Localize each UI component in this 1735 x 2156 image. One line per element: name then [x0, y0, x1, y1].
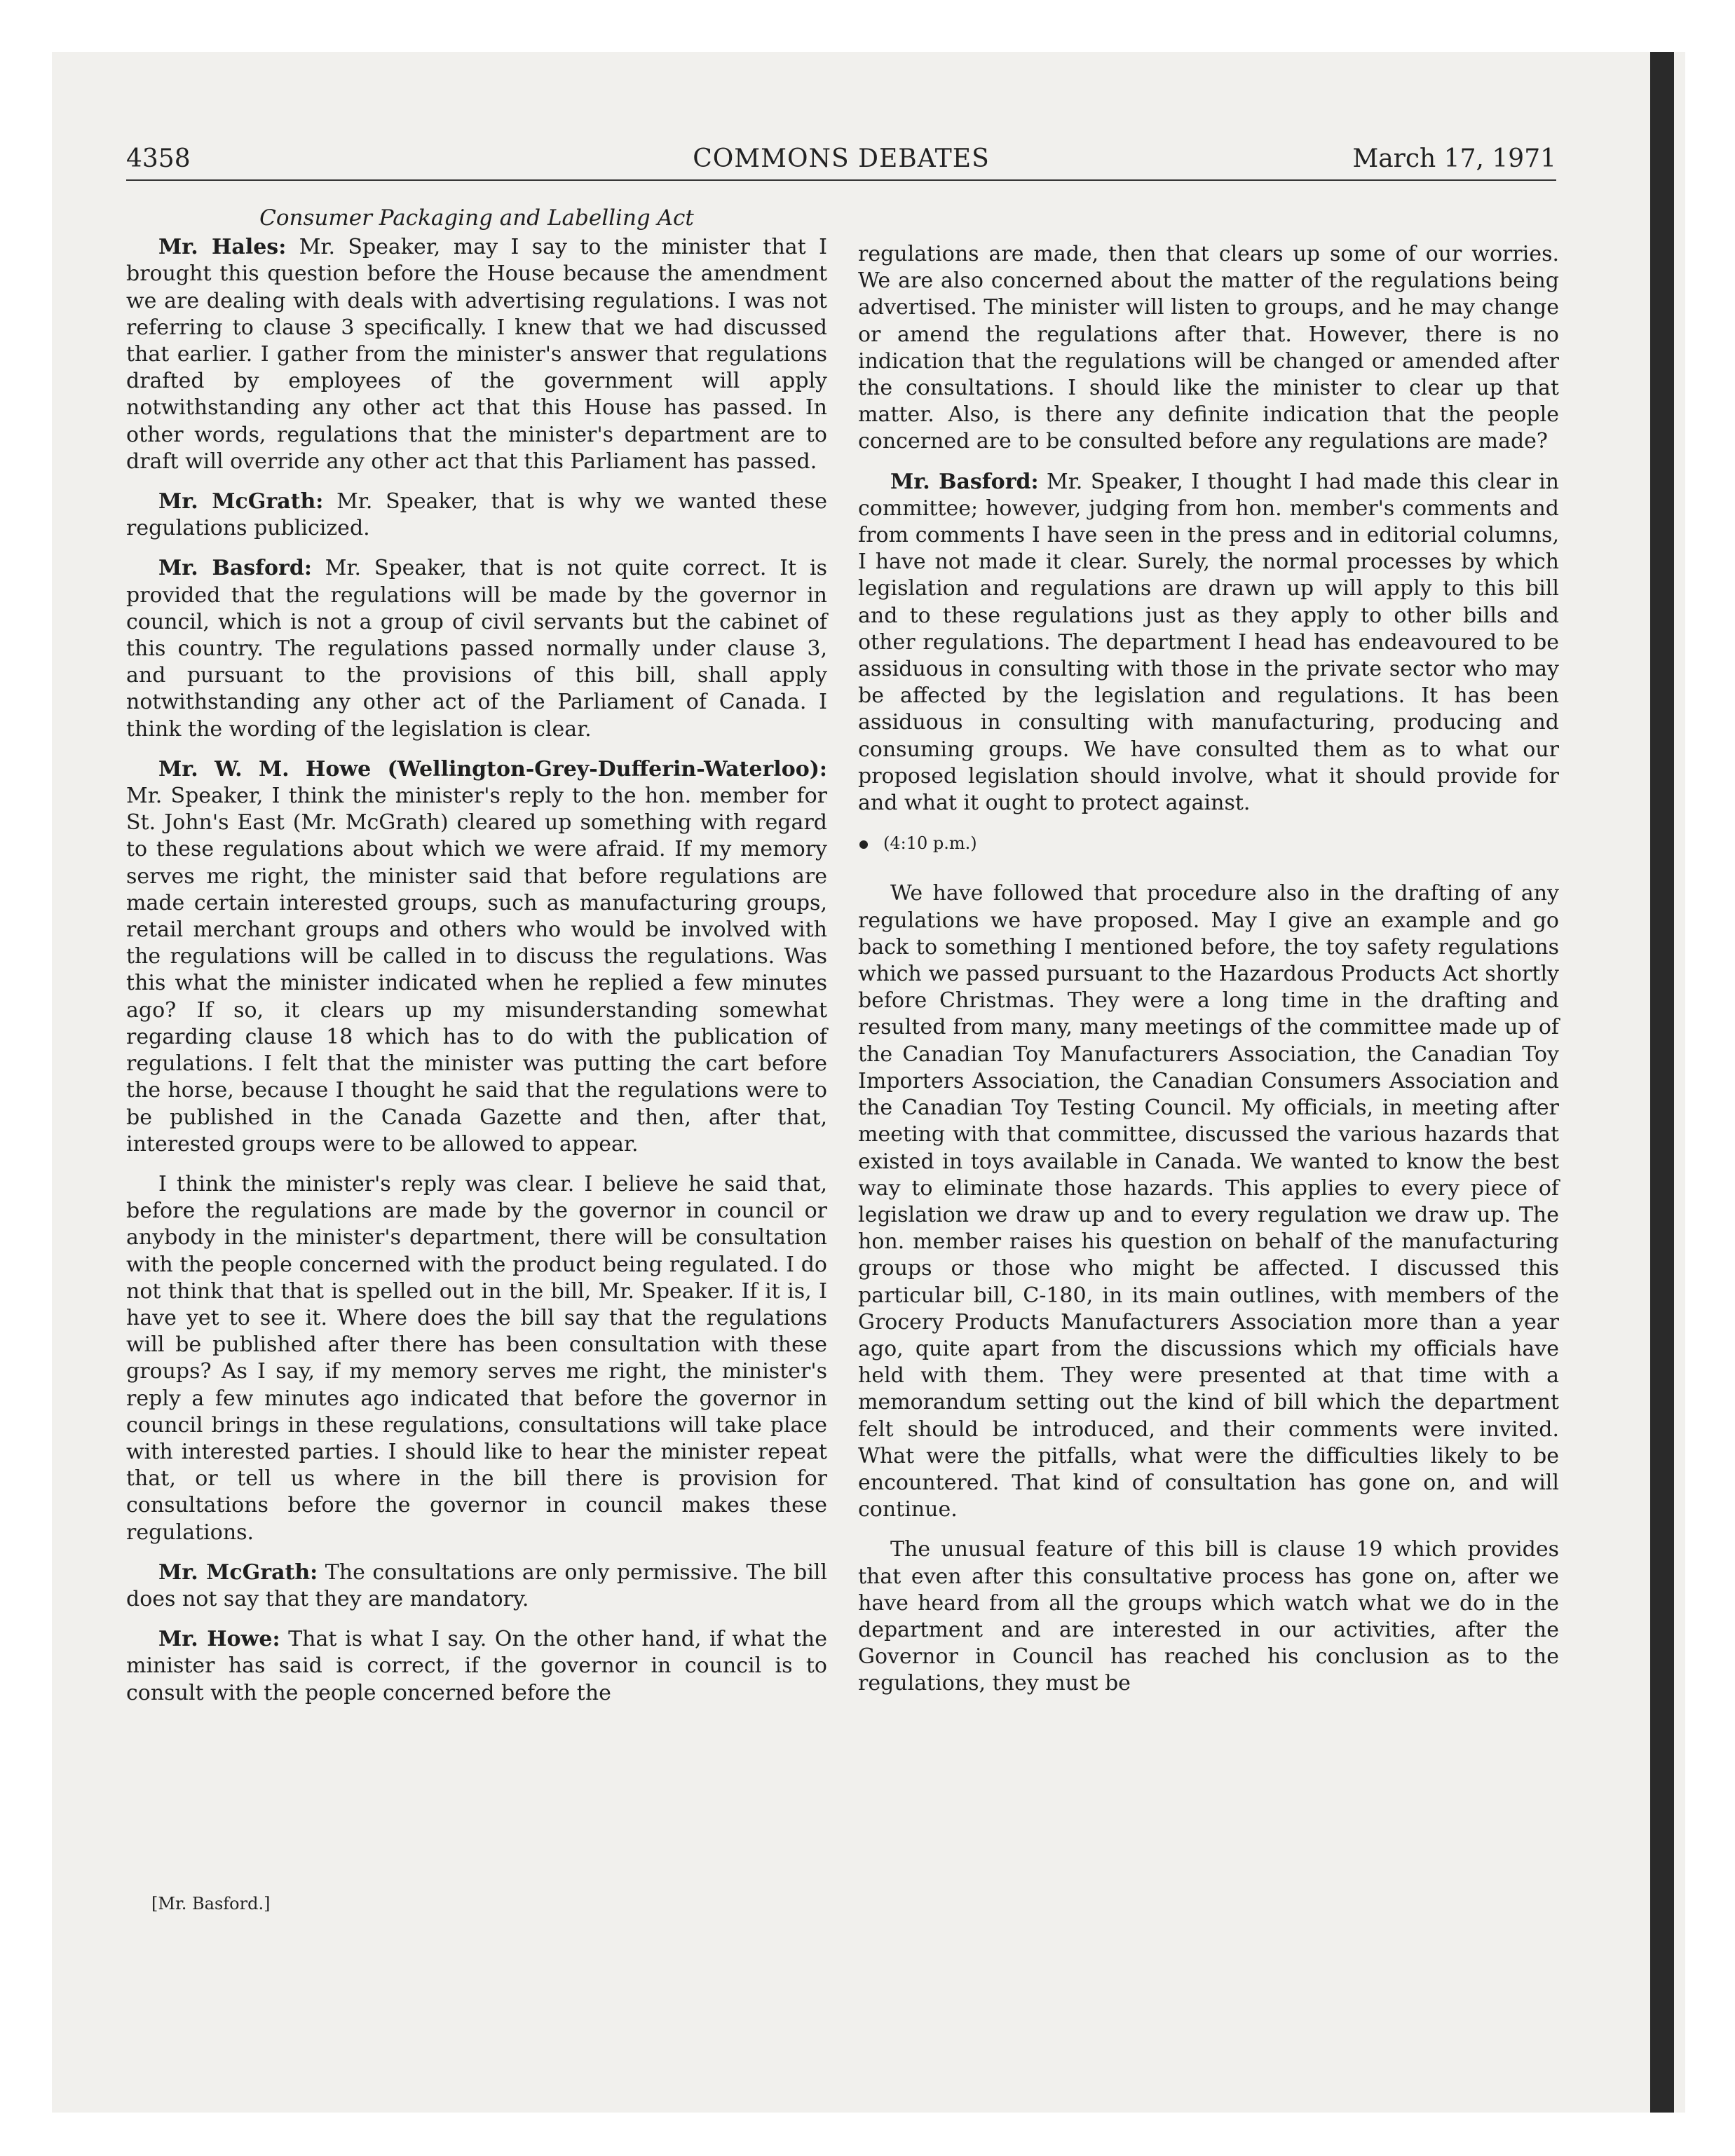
scan-edge-bar — [1650, 52, 1674, 2113]
speaker-name: Mr. Hales: — [158, 235, 287, 260]
speaker-name: Mr. McGrath: — [158, 489, 324, 514]
speech-paragraph — [858, 1536, 1559, 1697]
speech-paragraph — [126, 489, 827, 542]
speaker-name: Mr. Basford: — [890, 469, 1039, 494]
speaker-name: Mr. Basford: — [158, 556, 312, 581]
speaker-name: Mr. Howe: — [158, 1627, 280, 1652]
publication-title: COMMONS DEBATES — [693, 144, 990, 173]
speech-text: That is what I say. On the other hand, if what the minister has said is correct, if the governor in council is to consult with the people concerned before the — [126, 1627, 827, 1705]
speech-text: We have followed that procedure also in the drafting of any regulations we have proposed. May I give an example and go back to something I mentioned before, the toy safety regulations which we passed pursuant to the Hazardous Products Act shortly before Christmas. They were a long time in the drafting and resulted from many, many meetings of the committee made up of the Canadian Toy Manufacturers Association, the Canadian Toy Importers Association, the Canadian Consumers Association and the Canadian Toy Testing Council. My officials, in meeting after meeting with that committee, discussed the various hazards that existed in toys available in Canada. We wanted to know the best way to eliminate those hazards. This applies to every piece of legislation we draw up and to every regulation we draw up. The hon. member raises his question on behalf of the manufacturing groups or those who might be affected. I discussed this particular bill, C-180, in its main outlines, with members of the Grocery Products Manufacturers Association more than a year ago, quite apart from the discussions which my officials have held with them. They were presented at that time with a memorandum setting out the kind of bill which the department felt should be introduced, and their comments were invited. What were the pitfalls, what were the difficulties likely to be encountered. That kind of consultation has gone on, and will continue. — [858, 881, 1559, 1522]
bullet-icon — [859, 840, 868, 849]
page-header — [126, 144, 1556, 182]
speaker-name: Mr. McGrath: — [158, 1560, 318, 1585]
header-rule — [126, 179, 1556, 181]
speech-paragraph — [126, 555, 827, 742]
speech-text: Mr. Speaker, that is why we wanted these regulations publicized. — [126, 489, 827, 541]
speech-text: Mr. Speaker, may I say to the minister that I brought this question before the House because the amendment we are dealing with deals with advertising regulations. I was not referring to clause 3 specifically. I knew that we had discussed that earlier. I gather from the minister's answer that regulations drafted by employees of the government will apply notwithstanding any other act that this House has passed. In other words, regulations that the minister's department are to draft will override any other act that this Parliament has passed. — [126, 235, 827, 474]
right-column — [858, 241, 1559, 1711]
section-title: Consumer Packaging and Labelling Act — [259, 205, 694, 231]
speaker-reference: [Mr. Basford.] — [151, 1894, 271, 1913]
speech-text: I think the minister's reply was clear. I believe he said that, before the regulations are made by the governor in council or anybody in the minister's department, there will be consultation with the people concerned with the product being regulated. I do not think that that is spelled out in the bill, Mr. Speaker. If it is, I have yet to see it. Where does the bill say that the regulations will be published after there has been consultation with these groups? As I say, if my memory serves me right, the minister's reply a few minutes ago indicated that before the governor in council brings in these regulations, consultations will take place with interested parties. I should like to hear the minister repeat that, or tell us where in the bill there is provision for consultations before the governor in council makes these regulations. — [126, 1171, 827, 1545]
time-mark-text: (4:10 p.m.) — [883, 833, 977, 854]
time-marker — [858, 830, 1559, 857]
speech-paragraph — [126, 756, 827, 1158]
speech-paragraph — [858, 469, 1559, 817]
speech-paragraph — [126, 234, 827, 475]
speech-paragraph — [858, 880, 1559, 1523]
speech-text: Mr. Speaker, I think the minister's reply to the hon. member for St. John's East (Mr. McGrath) cleared up something with regard to these regulations about which we were afraid. If my memory serves me right, the minister said that before regulations are made certain interested groups, such as manufacturing groups, retail merchant groups and others who would be involved with the regulations will be called in to discuss the regulations. Was this what the minister indicated when he replied a few minutes ago? If so, it clears up my misunderstanding somewhat regarding clause 18 which has to do with the publication of regulations. I felt that the minister was putting the cart before the horse, because I thought he said that the regulations were to be published in the Canada Gazette and then, after that, interested groups were to be allowed to appear. — [126, 784, 827, 1157]
speech-text: Mr. Speaker, I thought I had made this clear in committee; however, judging from hon. member's comments and from comments I have seen in the press and in editorial columns, I have not made it clear. Surely, the normal processes by which legislation and regulations are drawn up will apply to this bill and to these regulations just as they apply to other bills and other regulations. The department I head has endeavoured to be assiduous in consulting with those in the private sector who may be affected by the legislation and regulations. It has been assiduous in consulting with manufacturing, producing and consuming groups. We have consulted them as to what our proposed legislation should involve, what it should provide for and what it ought to protect against. — [858, 469, 1559, 816]
speaker-name: Mr. W. M. Howe (Wellington-Grey-Dufferin-Waterloo): — [158, 756, 827, 782]
page-date: March 17, 1971 — [1352, 144, 1556, 173]
page-number: 4358 — [126, 144, 191, 173]
speech-text: The consultations are only permissive. The bill does not say that they are mandatory. — [126, 1560, 827, 1611]
left-column — [126, 205, 827, 1720]
speech-text: The unusual feature of this bill is clause 19 which provides that even after this consultative process has gone on, after we have heard from all the groups which watch what we do in the department and are interested in our activities, after the Governor in Council has reached his conclusion as to the regulations, they must be — [858, 1537, 1559, 1696]
speech-paragraph — [126, 1560, 827, 1613]
speech-text: Mr. Speaker, that is not quite correct. It is provided that the regulations will be made by the governor in council, which is not a group of civil servants but the cabinet of this country. The regulations passed normally under clause 3, and pursuant to the provisions of this bill, shall apply notwithstanding any other act of the Parliament of Canada. I think the wording of the legislation is clear. — [126, 556, 827, 742]
speech-continuation: regulations are made, then that clears up some of our worries. We are also concerned about the matter of the regulations being advertised. The minister will listen to groups, and he may change or amend the regulations after that. However, there is no indication that the regulations will be changed or amended after the consultations. I should like the minister to clear up that matter. Also, is there any definite indication that the people concerned are to be consulted before any regulations are made? — [858, 242, 1559, 454]
speech-paragraph — [126, 1171, 827, 1546]
speech-paragraph — [126, 1626, 827, 1707]
